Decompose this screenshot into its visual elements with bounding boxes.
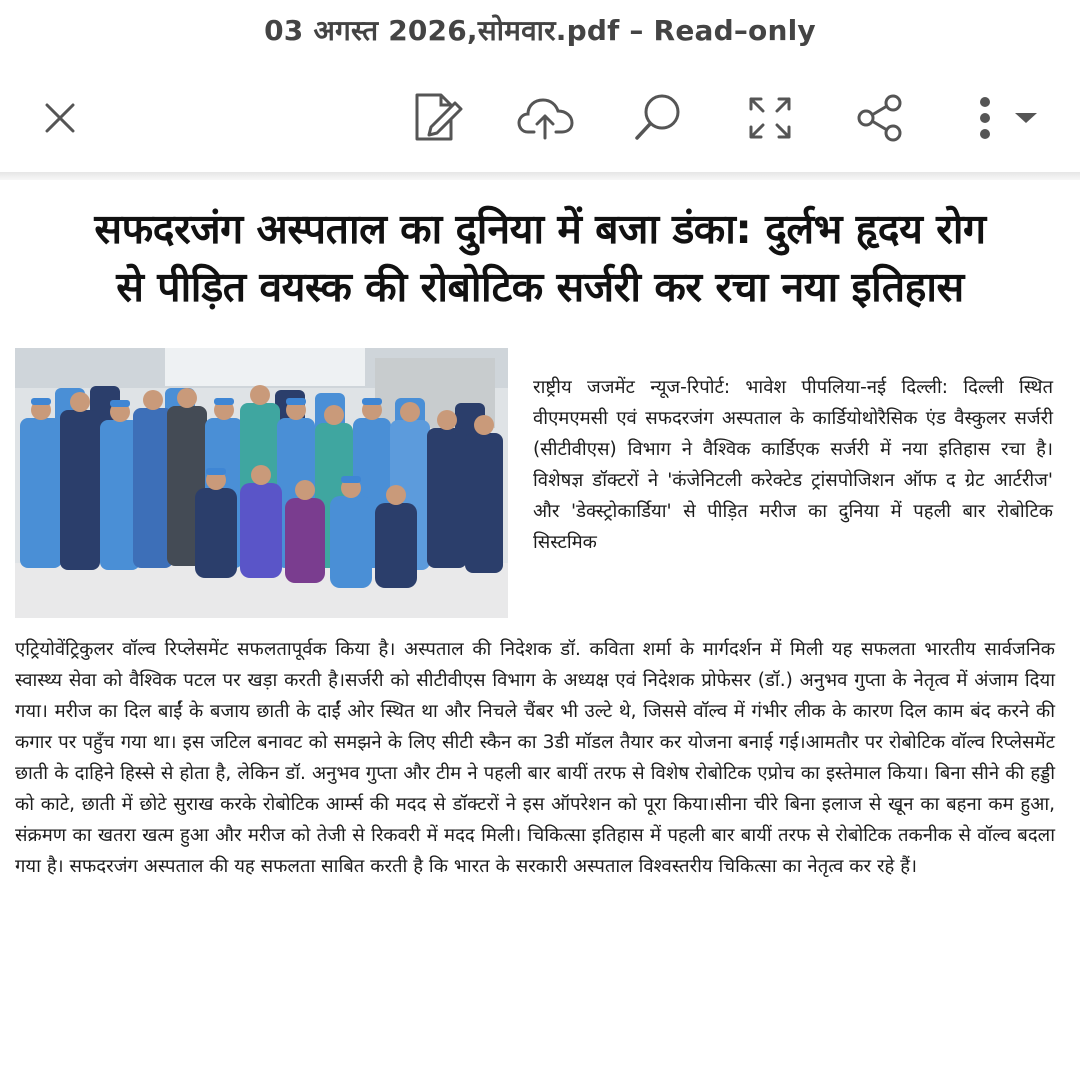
more-options-button[interactable] [962,86,1052,150]
share-icon [855,93,905,143]
close-button[interactable] [28,86,92,150]
article-photo [15,348,508,618]
surgical-team-photo [15,348,508,618]
search-button[interactable] [626,86,690,150]
article-headline [14,200,1066,316]
toolbar-divider [0,172,1080,180]
headline-line-1: सफदरजंग अस्पताल का दुनिया में बजा डंका: दुर्लभ हृदय रोग [94,205,986,253]
expand-icon [747,95,793,141]
article-body-intro: राष्ट्रीय जजमेंट न्यूज-रिपोर्ट: भावेश पीपलिया-नई दिल्ली: दिल्ली स्थित वीएमएमसी एवं सफदरजंग अस्पताल के कार्डियोथोरैसिक एंड वैस्कुलर सर्जरी (सीटीवीएस) विभाग ने वैश्विक कार्डिएक सर्जरी में नया इतिहास रचा है। विशेषज्ञ डॉक्टरों ने 'कंजेनिटली करेक्टेड ट्रांसपोजिशन ऑफ द ग्रेट आर्टरीज' और 'डेक्स्ट्रोकार्डिया' से पीड़ित मरीज का दुनिया में पहली बार रोबोटिक सिस्टमिक [533,377,1053,553]
viewer-toolbar [0,60,1080,172]
cloud-upload-icon [516,96,576,140]
fullscreen-button[interactable] [738,86,802,150]
caret-down-icon [1013,111,1039,125]
pdf-page[interactable] [0,180,1080,1065]
more-vertical-icon [975,95,995,141]
search-icon [632,92,684,144]
document-title: 03 अगस्त 2026,सोमवार.pdf – Read–only [264,14,816,47]
close-icon [42,100,78,136]
article-body-main: एट्रियोवेंट्रिकुलर वॉल्व रिप्लेसमेंट सफलतापूर्वक किया है। अस्पताल की निदेशक डॉ. कविता शर्मा के मार्गदर्शन में मिली यह सफलता भारतीय सार्वजनिक स्वास्थ्य सेवा को वैश्विक पटल पर खड़ा करती है।सर्जरी को सीटीवीएस विभाग के अध्यक्ष एवं निदेशक प्रोफेसर (डॉ.) अनुभव गुप्ता के नेतृत्व में अंजाम दिया गया। मरीज का दिल बाईं के बजाय छाती के दाईं ओर स्थित था और निचले चैंबर भी उल्टे थे, जिससे वॉल्व में गंभीर लीक के कारण दिल काम बंद करने की कगार पर पहुँच गया था। इस जटिल बनावट को समझने के लिए सीटी स्कैन का 3डी मॉडल तैयार कर योजना बनाई गई।आमतौर पर रोबोटिक वॉल्व रिप्लेसमेंट छाती के दाहिने हिस्से से होता है, लेकिन डॉ. अनुभव गुप्ता और टीम ने पहली बार बायीं तरफ से विशेष रोबोटिक एप्रोच का इस्तेमाल किया। बिना सीने की हड्डी को काटे, छाती में छोटे सुराख करके रोबोटिक आर्म्स की मदद से डॉक्टरों ने इस ऑपरेशन को पूरा किया।सीना चीरे बिना इलाज से खून का बहना कम हुआ, संक्रमण का खतरा खत्म हुआ और मरीज को तेजी से रिकवरी में मदद मिली। चिकित्सा इतिहास में पहली बार बायीं तरफ से रोबोटिक तकनीक से वॉल्व बदला गया है। सफदरजंग अस्पताल की यह सफलता साबित करती है कि भारत के सरकारी अस्पताल विश्वस्तरीय चिकित्सा का नेतृत्व कर रहे हैं। [15,639,1055,877]
edit-button[interactable] [405,86,469,150]
headline-line-2: से पीड़ित वयस्क की रोबोटिक सर्जरी कर रचा नया इतिहास [116,263,964,311]
upload-button[interactable] [514,86,578,150]
edit-pdf-icon [411,91,463,145]
share-button[interactable] [848,86,912,150]
